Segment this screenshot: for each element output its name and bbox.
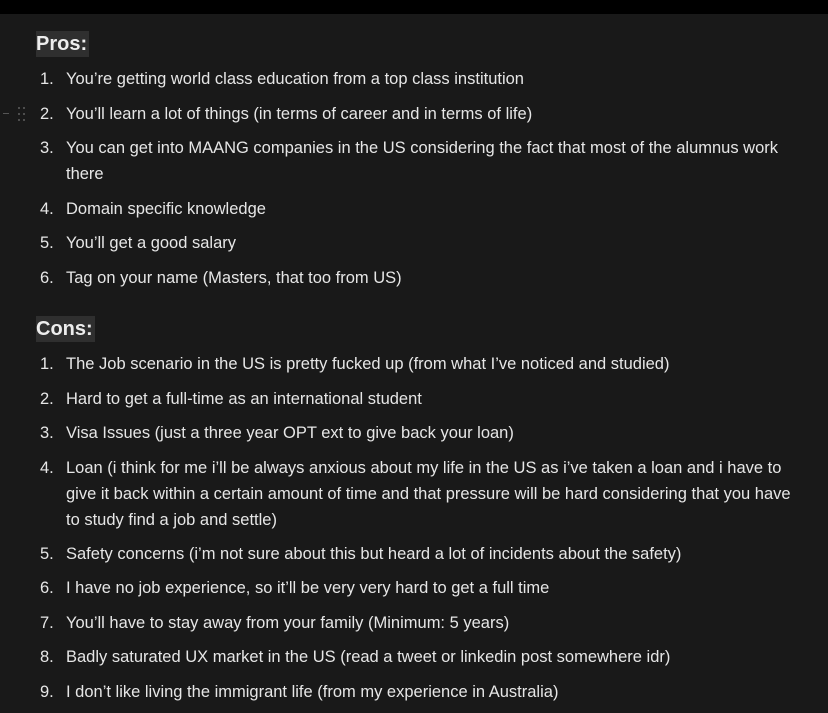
cons-item-7[interactable] [0, 610, 828, 645]
list-item-text: Loan (i think for me i’ll be always anxious about my life in the US as i’ve taken a loan and i have to give it back within a certain amount of time and that pressure will be hard considering that you have to study find a job and settle) [66, 455, 796, 533]
list-item-text: You can get into MAANG companies in the US considering the fact that most of the alumnus work there [66, 135, 796, 187]
list-number: 6. [40, 265, 62, 291]
drag-handle-icon[interactable] [3, 104, 33, 124]
list-number: 3. [40, 135, 62, 161]
list-number: 1. [40, 66, 62, 92]
pros-item-1[interactable] [0, 66, 828, 101]
list-item-text: Badly saturated UX market in the US (read a tweet or linkedin post somewhere idr) [66, 644, 796, 670]
list-item-text: You’ll get a good salary [66, 230, 796, 256]
list-number: 2. [40, 101, 62, 127]
pros-item-6[interactable] [0, 265, 828, 300]
list-number: 2. [40, 386, 62, 412]
notes-page [0, 14, 828, 711]
cons-item-1[interactable] [0, 351, 828, 386]
cons-item-3[interactable] [0, 420, 828, 455]
list-item-text: Hard to get a full-time as an international student [66, 386, 796, 412]
pros-item-5[interactable] [0, 230, 828, 265]
list-item-text: Tag on your name (Masters, that too from US) [66, 265, 796, 291]
list-number: 7. [40, 610, 62, 636]
list-item-text: You’re getting world class education from a top class institution [66, 66, 796, 92]
cons-item-5[interactable] [0, 541, 828, 576]
list-number: 8. [40, 644, 62, 670]
list-item-text: Safety concerns (i’m not sure about this but heard a lot of incidents about the safety) [66, 541, 796, 567]
window-top-bar [0, 0, 828, 14]
list-item-text: Domain specific knowledge [66, 196, 796, 222]
pros-item-2[interactable] [0, 101, 828, 136]
list-item-text: I don’t like living the immigrant life (from my experience in Australia) [66, 679, 796, 705]
list-number: 1. [40, 351, 62, 377]
list-number: 9. [40, 679, 62, 705]
list-item-text: You’ll have to stay away from your family (Minimum: 5 years) [66, 610, 796, 636]
pros-heading: Pros: [36, 31, 89, 57]
list-number: 5. [40, 230, 62, 256]
list-number: 4. [40, 196, 62, 222]
cons-item-4[interactable] [0, 455, 828, 541]
list-item-text: Visa Issues (just a three year OPT ext to give back your loan) [66, 420, 796, 446]
cons-heading: Cons: [36, 316, 95, 342]
list-number: 5. [40, 541, 62, 567]
pros-list [0, 66, 828, 299]
cons-item-2[interactable] [0, 386, 828, 421]
pros-item-4[interactable] [0, 196, 828, 231]
list-item-text: I have no job experience, so it’ll be very very hard to get a full time [66, 575, 796, 601]
list-number: 4. [40, 455, 62, 481]
pros-item-3[interactable] [0, 135, 828, 196]
list-number: 3. [40, 420, 62, 446]
list-item-text: The Job scenario in the US is pretty fucked up (from what I’ve noticed and studied) [66, 351, 796, 377]
list-item-text: You’ll learn a lot of things (in terms of career and in terms of life) [66, 101, 796, 127]
cons-item-6[interactable] [0, 575, 828, 610]
list-number: 6. [40, 575, 62, 601]
cons-item-9[interactable] [0, 679, 828, 713]
cons-item-8[interactable] [0, 644, 828, 679]
cons-list [0, 351, 828, 713]
